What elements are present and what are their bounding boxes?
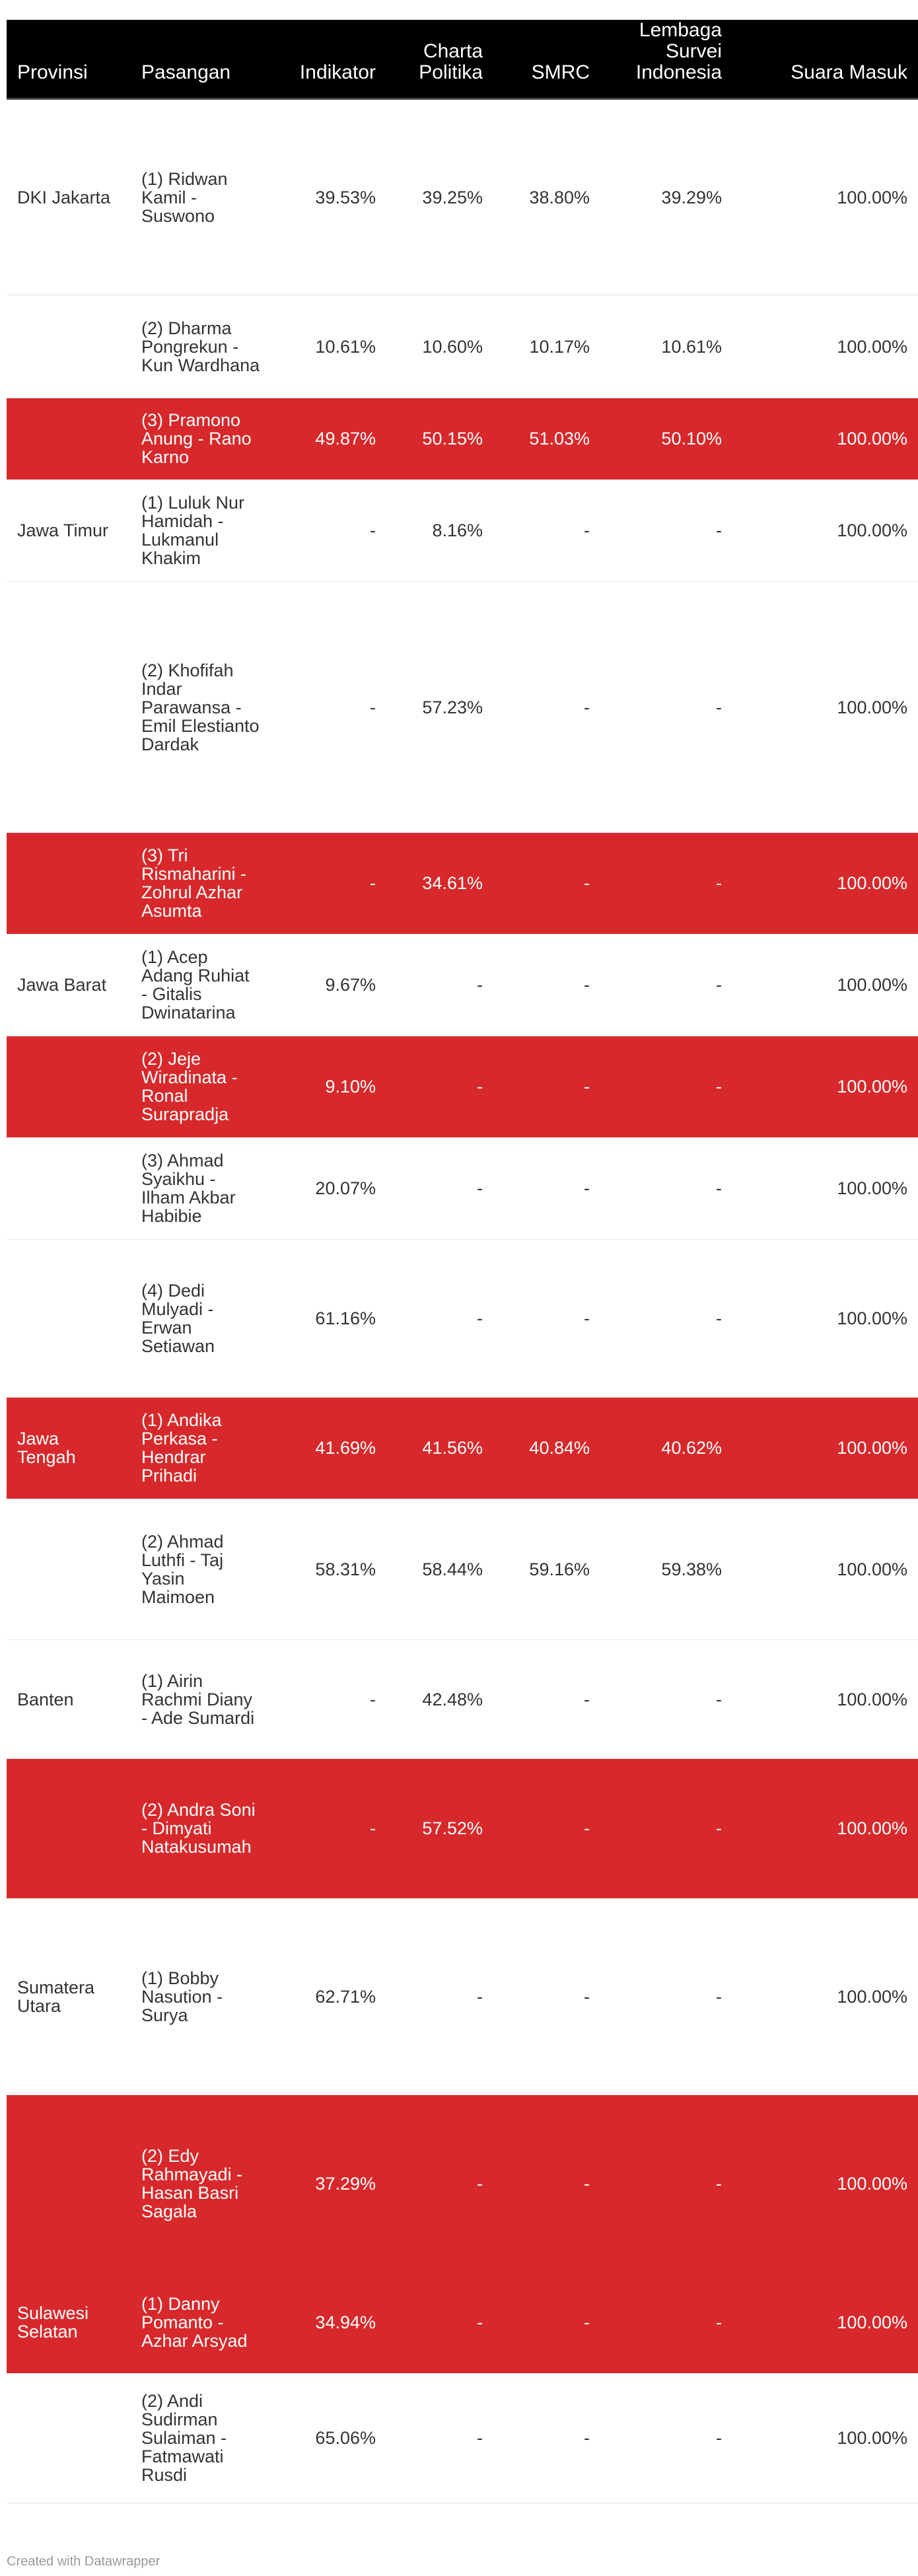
cell-indikator: - — [271, 1759, 386, 1898]
cell-smrc: - — [493, 1240, 600, 1398]
table-row — [7, 1036, 918, 1137]
cell-pasangan: (2) Jeje Wiradinata - Ronal Surapradja — [131, 1036, 271, 1137]
table-row — [7, 480, 918, 582]
cell-smrc: 51.03% — [493, 398, 600, 480]
cell-charta-politika: 8.16% — [386, 480, 493, 582]
table-row — [7, 1240, 918, 1398]
cell-smrc: - — [493, 2272, 600, 2373]
cell-pasangan: (2) Andra Soni - Dimyati Natakusumah — [131, 1759, 271, 1898]
cell-pasangan: (1) Bobby Nasution - Surya — [131, 1898, 271, 2095]
cell-provinsi: Jawa Tengah — [7, 1398, 131, 1499]
cell-pasangan: (1) Andika Perkasa - Hendrar Prihadi — [131, 1398, 271, 1499]
cell-lsi: - — [600, 1240, 732, 1398]
table-row — [7, 2272, 918, 2373]
cell-charta-politika: 34.61% — [386, 833, 493, 934]
cell-indikator: 41.69% — [271, 1398, 386, 1499]
cell-charta-politika: 57.23% — [386, 582, 493, 833]
cell-lsi: - — [600, 833, 732, 934]
cell-provinsi: DKI Jakarta — [7, 99, 131, 295]
cell-pasangan: (1) Luluk Nur Hamidah - Lukmanul Khakim — [131, 480, 271, 582]
cell-smrc: 10.17% — [493, 295, 600, 398]
cell-lsi: - — [600, 1137, 732, 1240]
cell-lsi: - — [600, 934, 732, 1036]
cell-indikator: 10.61% — [271, 295, 386, 398]
cell-suara-masuk: 100.00% — [732, 295, 918, 398]
cell-provinsi — [7, 398, 131, 480]
cell-charta-politika: - — [386, 1137, 493, 1240]
cell-provinsi — [7, 1759, 131, 1898]
cell-pasangan: (2) Khofifah Indar Parawansa - Emil Elestianto Dardak — [131, 582, 271, 833]
cell-charta-politika: 58.44% — [386, 1499, 493, 1640]
cell-provinsi: Jawa Barat — [7, 934, 131, 1036]
cell-lsi: - — [600, 1036, 732, 1137]
table-row — [7, 2373, 918, 2503]
cell-smrc: 40.84% — [493, 1398, 600, 1499]
cell-suara-masuk: 100.00% — [732, 480, 918, 582]
cell-charta-politika: 57.52% — [386, 1759, 493, 1898]
cell-suara-masuk: 100.00% — [732, 398, 918, 480]
results-table-container[interactable] — [7, 19, 907, 2530]
table-row — [7, 295, 918, 398]
cell-provinsi: Banten — [7, 1640, 131, 1759]
cell-smrc: - — [493, 1036, 600, 1137]
cell-pasangan: (3) Pramono Anung - Rano Karno — [131, 398, 271, 480]
table-row — [7, 1898, 918, 2095]
header-pasangan[interactable]: Pasangan — [141, 61, 231, 84]
cell-provinsi — [7, 582, 131, 833]
cell-suara-masuk: 100.00% — [732, 1499, 918, 1640]
cell-indikator: 9.10% — [271, 1036, 386, 1137]
cell-charta-politika: - — [386, 934, 493, 1036]
header-smrc[interactable]: SMRC — [531, 61, 590, 84]
cell-provinsi — [7, 833, 131, 934]
cell-provinsi: Jawa Timur — [7, 480, 131, 582]
cell-smrc: - — [493, 2373, 600, 2503]
cell-pasangan: (2) Ahmad Luthfi - Taj Yasin Maimoen — [131, 1499, 271, 1640]
cell-indikator: 20.07% — [271, 1137, 386, 1240]
header-suara-masuk[interactable]: Suara Masuk — [791, 61, 907, 84]
cell-provinsi: Sumatera Utara — [7, 1898, 131, 2095]
cell-suara-masuk: 100.00% — [732, 1036, 918, 1137]
header-provinsi[interactable]: Provinsi — [17, 61, 88, 84]
cell-indikator: 61.16% — [271, 1240, 386, 1398]
cell-lsi: - — [600, 1640, 732, 1759]
cell-indikator: 34.94% — [271, 2272, 386, 2373]
cell-pasangan: (1) Acep Adang Ruhiat - Gitalis Dwinatarina — [131, 934, 271, 1036]
cell-pasangan: (4) Dedi Mulyadi - Erwan Setiawan — [131, 1240, 271, 1398]
header-charta-politika[interactable]: Charta Politika — [419, 40, 483, 84]
cell-lsi: - — [600, 2373, 732, 2503]
cell-charta-politika: 50.15% — [386, 398, 493, 480]
table-row — [7, 2095, 918, 2272]
results-table — [7, 20, 918, 2503]
cell-lsi: - — [600, 1898, 732, 2095]
cell-suara-masuk: 100.00% — [732, 1898, 918, 2095]
cell-pasangan: (3) Ahmad Syaikhu - Ilham Akbar Habibie — [131, 1137, 271, 1240]
cell-charta-politika: - — [386, 1240, 493, 1398]
cell-charta-politika: - — [386, 2095, 493, 2272]
cell-smrc: 38.80% — [493, 99, 600, 295]
cell-indikator: 49.87% — [271, 398, 386, 480]
cell-smrc: - — [493, 1640, 600, 1759]
table-row — [7, 99, 918, 295]
cell-charta-politika: 41.56% — [386, 1398, 493, 1499]
cell-provinsi — [7, 2095, 131, 2272]
cell-indikator: - — [271, 833, 386, 934]
cell-smrc: - — [493, 833, 600, 934]
cell-suara-masuk: 100.00% — [732, 1640, 918, 1759]
cell-suara-masuk: 100.00% — [732, 1398, 918, 1499]
cell-suara-masuk: 100.00% — [732, 1759, 918, 1898]
cell-indikator: 58.31% — [271, 1499, 386, 1640]
cell-lsi: 39.29% — [600, 99, 732, 295]
cell-pasangan: (1) Ridwan Kamil - Suswono — [131, 99, 271, 295]
cell-charta-politika: - — [386, 2272, 493, 2373]
table-row — [7, 1640, 918, 1759]
cell-suara-masuk: 100.00% — [732, 934, 918, 1036]
cell-indikator: 62.71% — [271, 1898, 386, 2095]
cell-suara-masuk: 100.00% — [732, 833, 918, 934]
cell-pasangan: (3) Tri Rismaharini - Zohrul Azhar Asumta — [131, 833, 271, 934]
cell-lsi: - — [600, 2095, 732, 2272]
cell-indikator: 9.67% — [271, 934, 386, 1036]
cell-smrc: - — [493, 582, 600, 833]
cell-pasangan: (2) Dharma Pongrekun - Kun Wardhana — [131, 295, 271, 398]
cell-indikator: - — [271, 480, 386, 582]
table-row — [7, 1499, 918, 1640]
table-row — [7, 1398, 918, 1499]
cell-charta-politika: - — [386, 1898, 493, 2095]
cell-charta-politika: 10.60% — [386, 295, 493, 398]
cell-lsi: 40.62% — [600, 1398, 732, 1499]
cell-suara-masuk: 100.00% — [732, 582, 918, 833]
cell-provinsi — [7, 2373, 131, 2503]
cell-suara-masuk: 100.00% — [732, 2095, 918, 2272]
cell-smrc: - — [493, 480, 600, 582]
cell-lsi: - — [600, 480, 732, 582]
cell-smrc: - — [493, 2095, 600, 2272]
cell-suara-masuk: 100.00% — [732, 1240, 918, 1398]
cell-charta-politika: 39.25% — [386, 99, 493, 295]
header-indikator[interactable]: Indikator — [299, 61, 376, 84]
table-header-row — [7, 20, 918, 99]
cell-lsi: 59.38% — [600, 1499, 732, 1640]
cell-pasangan: (2) Edy Rahmayadi - Hasan Basri Sagala — [131, 2095, 271, 2272]
cell-indikator: - — [271, 582, 386, 833]
header-lsi[interactable]: Lembaga Survei Indonesia — [635, 19, 722, 84]
cell-provinsi — [7, 295, 131, 398]
cell-provinsi — [7, 1137, 131, 1240]
cell-lsi: - — [600, 1759, 732, 1898]
table-row — [7, 833, 918, 934]
table-row — [7, 934, 918, 1036]
table-row — [7, 1759, 918, 1898]
cell-smrc: - — [493, 934, 600, 1036]
cell-indikator: 39.53% — [271, 99, 386, 295]
cell-indikator: - — [271, 1640, 386, 1759]
cell-pasangan: (1) Danny Pomanto - Azhar Arsyad — [131, 2272, 271, 2373]
cell-pasangan: (1) Airin Rachmi Diany - Ade Sumardi — [131, 1640, 271, 1759]
footer-credit: Created with Datawrapper — [7, 2554, 160, 2569]
cell-lsi: - — [600, 582, 732, 833]
cell-suara-masuk: 100.00% — [732, 2272, 918, 2373]
table-row — [7, 582, 918, 833]
cell-lsi: 50.10% — [600, 398, 732, 480]
cell-lsi: - — [600, 2272, 732, 2373]
cell-smrc: - — [493, 1898, 600, 2095]
cell-provinsi — [7, 1499, 131, 1640]
cell-charta-politika: - — [386, 1036, 493, 1137]
cell-indikator: 37.29% — [271, 2095, 386, 2272]
table-row — [7, 1137, 918, 1240]
cell-suara-masuk: 100.00% — [732, 1137, 918, 1240]
cell-smrc: 59.16% — [493, 1499, 600, 1640]
table-row — [7, 398, 918, 480]
cell-charta-politika: 42.48% — [386, 1640, 493, 1759]
cell-charta-politika: - — [386, 2373, 493, 2503]
cell-provinsi — [7, 1036, 131, 1137]
cell-smrc: - — [493, 1759, 600, 1898]
cell-suara-masuk: 100.00% — [732, 2373, 918, 2503]
cell-pasangan: (2) Andi Sudirman Sulaiman - Fatmawati Rusdi — [131, 2373, 271, 2503]
cell-provinsi — [7, 1240, 131, 1398]
cell-provinsi: Sulawesi Selatan — [7, 2272, 131, 2373]
cell-indikator: 65.06% — [271, 2373, 386, 2503]
cell-lsi: 10.61% — [600, 295, 732, 398]
cell-suara-masuk: 100.00% — [732, 99, 918, 295]
cell-smrc: - — [493, 1137, 600, 1240]
